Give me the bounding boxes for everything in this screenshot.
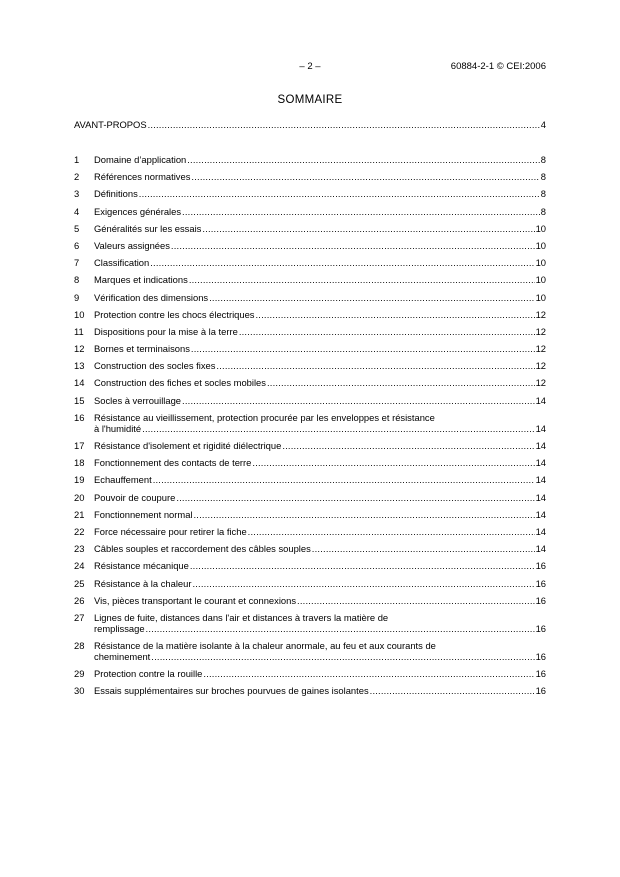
toc-entry-number: 25 xyxy=(74,577,85,589)
dot-leader xyxy=(203,668,534,679)
dot-leader xyxy=(267,377,535,388)
toc-entry[interactable] xyxy=(74,274,546,285)
toc-entry-page: 16 xyxy=(535,685,546,697)
toc-entry-page: 12 xyxy=(535,377,546,389)
toc-entry[interactable] xyxy=(74,612,546,634)
toc-entry-label: Domaine d’application xyxy=(94,154,187,165)
toc-entry-number: 5 xyxy=(74,222,80,234)
toc-entry-page: 16 xyxy=(535,594,546,606)
toc-entry-label: Dispositions pour la mise à la terre xyxy=(94,325,238,337)
toc-entry-label: Vis, pièces transportant le courant et connexions xyxy=(94,594,297,606)
toc-entry[interactable] xyxy=(74,240,546,251)
dot-leader xyxy=(209,292,534,303)
dot-leader xyxy=(194,509,535,520)
toc-entry-page: 8 xyxy=(540,188,546,200)
toc-entry[interactable] xyxy=(74,668,546,679)
toc-entry[interactable] xyxy=(74,257,546,268)
dot-leader xyxy=(171,240,535,251)
toc-entry-number: 22 xyxy=(74,525,85,537)
toc-entry-label: remplissage xyxy=(94,622,145,634)
toc-entry-label: Marques et indications xyxy=(94,274,188,286)
toc-entry[interactable] xyxy=(74,509,546,520)
dot-leader xyxy=(192,578,534,589)
toc-entry-label: Protection contre la rouille xyxy=(94,668,203,680)
toc-entry-page: 14 xyxy=(535,440,546,451)
toc-entry-page: 8 xyxy=(540,205,546,217)
toc-entry-label: Pouvoir de coupure xyxy=(94,491,176,503)
toc-entry-page: 10 xyxy=(535,257,546,269)
toc-entry-label: Exigences générales xyxy=(94,205,182,217)
toc-entry-page: 12 xyxy=(535,343,546,355)
dot-leader xyxy=(256,309,535,320)
dot-leader xyxy=(153,474,535,485)
toc-entry-page: 16 xyxy=(535,560,546,572)
toc-entry-number: 19 xyxy=(74,474,85,486)
toc-entry-number: 7 xyxy=(74,257,80,269)
toc-entry-number: 11 xyxy=(74,325,84,337)
toc-entry-label: Fonctionnement des contacts de terre xyxy=(94,457,252,469)
toc-entry[interactable] xyxy=(74,543,546,554)
toc-entry[interactable] xyxy=(74,326,546,337)
toc-entry-label: Classification xyxy=(94,257,150,269)
dot-leader xyxy=(176,492,534,503)
toc-entry-page: 14 xyxy=(535,474,546,486)
dot-leader xyxy=(191,343,535,354)
toc-entry-label: Echauffement xyxy=(94,474,152,486)
toc-entry[interactable] xyxy=(74,223,546,234)
toc-entry-page: 8 xyxy=(540,171,546,183)
toc-entry-label: Force nécessaire pour retirer la fiche xyxy=(94,525,247,537)
dot-leader xyxy=(139,188,540,199)
toc-entry-number: 9 xyxy=(74,291,80,303)
toc-entry-number: 28 xyxy=(74,640,85,652)
toc-entry[interactable] xyxy=(74,595,546,606)
toc-entry-page: 14 xyxy=(535,457,546,469)
toc-entry-number: 26 xyxy=(74,594,85,606)
toc-entry-number: 20 xyxy=(74,491,85,503)
toc-entry-label: Résistance au vieillissement, protection procurée par les enveloppes et résistance xyxy=(94,411,435,423)
toc-entry-label: Socles à verrouillage xyxy=(94,394,182,406)
toc-entry-page: 12 xyxy=(535,325,546,337)
toc-entry-number: 6 xyxy=(74,239,80,251)
dot-leader xyxy=(216,360,534,371)
toc-entry-label: Valeurs assignées xyxy=(94,239,170,251)
toc-entry-page: 10 xyxy=(535,239,546,251)
page-number: – 2 – xyxy=(299,61,321,72)
toc-entry-page: 16 xyxy=(535,651,546,663)
toc-entry-page: 10 xyxy=(535,222,546,234)
toc-entry-number: 30 xyxy=(74,685,85,697)
toc-entry-number: 23 xyxy=(74,543,85,555)
toc-entry-number: 1 xyxy=(74,154,80,165)
dot-leader xyxy=(202,223,534,234)
dot-leader xyxy=(142,423,534,434)
toc-entries xyxy=(74,154,546,696)
toc-entry-page: 14 xyxy=(535,508,546,520)
toc-entry-label: Références normatives xyxy=(94,171,191,183)
toc-entry-label: Généralités sur les essais xyxy=(94,222,202,234)
dot-leader xyxy=(189,274,535,285)
dot-leader xyxy=(282,440,534,451)
toc-entry-number: 14 xyxy=(74,377,85,389)
toc-entry-label: à l'humidité xyxy=(94,422,142,434)
dot-leader xyxy=(191,171,539,182)
toc-entry-page: 14 xyxy=(535,422,546,434)
toc-entry-page: 10 xyxy=(535,274,546,286)
toc-entry-number: 21 xyxy=(74,508,85,520)
toc-entry[interactable] xyxy=(74,578,546,589)
dot-leader xyxy=(297,595,535,606)
page-title: SOMMAIRE xyxy=(277,94,343,106)
toc-entry[interactable] xyxy=(74,171,546,182)
toc-entry-page: 14 xyxy=(535,525,546,537)
toc-entry-number: 29 xyxy=(74,668,85,680)
toc-entry-label: Résistance de la matière isolante à la chaleur anormale, au feu et aux courants de xyxy=(94,640,436,652)
toc-entry-number: 2 xyxy=(74,171,80,183)
toc-entry-label: Lignes de fuite, distances dans l'air et distances à travers la matière de xyxy=(94,611,389,623)
toc-entry-number: 4 xyxy=(74,205,80,217)
toc-entry-label: Protection contre les chocs électriques xyxy=(94,308,255,320)
toc-entry-label: AVANT-PROPOS xyxy=(74,119,147,130)
toc-entry[interactable] xyxy=(74,492,546,503)
toc-entry-page: 8 xyxy=(540,154,546,165)
toc-entry-label: Construction des socles fixes xyxy=(94,360,216,372)
toc-entry[interactable] xyxy=(74,206,546,217)
toc-entry[interactable] xyxy=(74,343,546,354)
dot-leader xyxy=(150,257,534,268)
dot-leader xyxy=(252,457,534,468)
toc-entry-label: cheminement xyxy=(94,651,151,663)
toc-entry[interactable] xyxy=(74,377,546,388)
toc-entry-number: 8 xyxy=(74,274,80,286)
toc-entry-page: 12 xyxy=(535,360,546,372)
toc-entry-page: 14 xyxy=(535,491,546,503)
dot-leader xyxy=(370,685,535,696)
toc-entry[interactable] xyxy=(74,360,546,371)
toc-entry-page: 16 xyxy=(535,668,546,680)
dot-leader xyxy=(182,395,535,406)
document-reference: 60884-2-1 © CEI:2006 xyxy=(450,61,546,72)
toc-entry-number: 16 xyxy=(74,411,85,423)
toc-entry[interactable] xyxy=(74,440,546,451)
toc-entry-number: 13 xyxy=(74,360,85,372)
toc-entry-label: Bornes et terminaisons xyxy=(94,343,190,355)
toc-entry-foreword[interactable] xyxy=(74,119,546,130)
toc-entry-number: 3 xyxy=(74,188,80,200)
toc-entry[interactable] xyxy=(74,457,546,468)
toc-entry-number: 27 xyxy=(74,611,85,623)
toc-entry-label: Résistance à la chaleur xyxy=(94,577,192,589)
toc-entry-number: 15 xyxy=(74,394,85,406)
dot-leader xyxy=(148,119,540,130)
toc-entry-page: 12 xyxy=(535,308,546,320)
toc-entry-number: 24 xyxy=(74,560,85,572)
toc-entry-page: 4 xyxy=(540,119,546,130)
toc-entry[interactable] xyxy=(74,685,546,696)
toc-entry[interactable] xyxy=(74,560,546,571)
toc-entry-label: Résistance d'isolement et rigidité diélectrique xyxy=(94,440,282,451)
toc-entry-page: 16 xyxy=(535,622,546,634)
toc-entry-label: Vérification des dimensions xyxy=(94,291,209,303)
toc-entry-number: 10 xyxy=(74,308,85,320)
dot-leader xyxy=(182,206,540,217)
toc-entry-label: Construction des fiches et socles mobiles xyxy=(94,377,266,389)
toc-entry-label: Définitions xyxy=(94,188,138,200)
toc-entry-label: Fonctionnement normal xyxy=(94,508,193,520)
toc-entry[interactable] xyxy=(74,395,546,406)
dot-leader xyxy=(187,154,540,165)
dot-leader xyxy=(190,560,535,571)
toc-entry-number: 12 xyxy=(74,343,85,355)
toc-entry[interactable] xyxy=(74,640,546,662)
toc-entry-label: Câbles souples et raccordement des câbles souples xyxy=(94,543,311,555)
toc-entry-page: 14 xyxy=(535,543,546,555)
dot-leader xyxy=(146,623,535,634)
toc-entry[interactable] xyxy=(74,309,546,320)
toc-entry-page: 10 xyxy=(535,291,546,303)
toc-entry[interactable] xyxy=(74,474,546,485)
toc-entry-label: Essais supplémentaires sur broches pourvues de gaines isolantes xyxy=(94,685,369,697)
toc-entry-label: Résistance mécanique xyxy=(94,560,189,572)
toc-entry-number: 17 xyxy=(74,440,85,451)
dot-leader xyxy=(239,326,535,337)
toc-entry-page: 14 xyxy=(535,394,546,406)
toc-entry[interactable] xyxy=(74,188,546,199)
toc-entry-page: 16 xyxy=(535,577,546,589)
dot-leader xyxy=(151,651,534,662)
toc-entry[interactable] xyxy=(74,412,546,434)
dot-leader xyxy=(312,543,535,554)
dot-leader xyxy=(248,526,535,537)
toc-entry[interactable] xyxy=(74,154,546,165)
toc-entry[interactable] xyxy=(74,292,546,303)
table-of-contents xyxy=(74,119,546,703)
toc-entry[interactable] xyxy=(74,526,546,537)
toc-entry-number: 18 xyxy=(74,457,85,469)
